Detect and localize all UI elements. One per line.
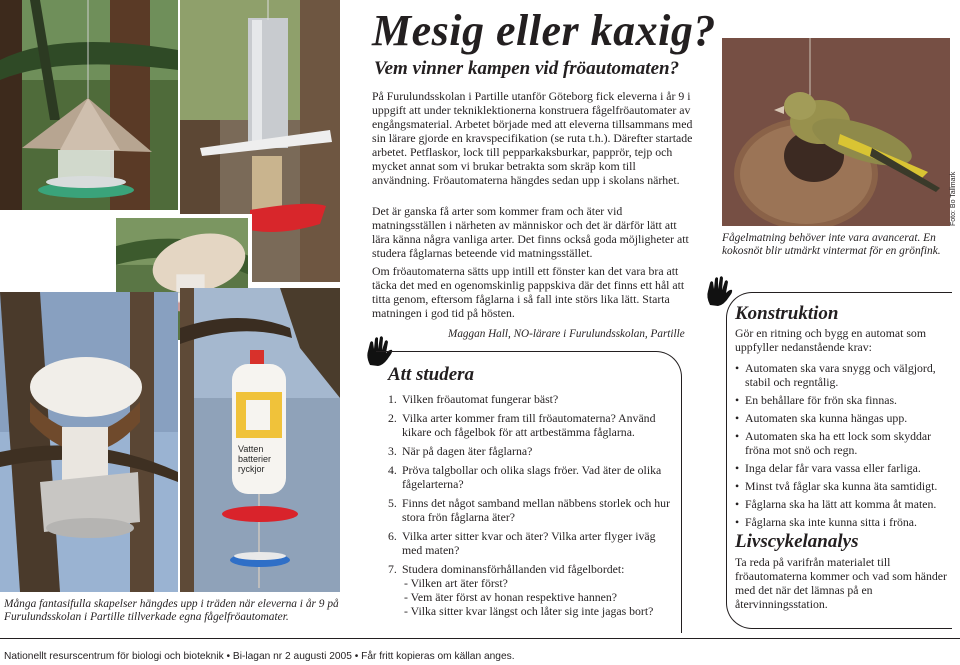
bottle-label-line1: Vatten <box>238 444 264 454</box>
construction-intro: Gör en ritning och bygg en automat som uppfyller nedanstående krav: <box>735 326 927 354</box>
study-item-1: 1. Vilken fröautomat fungerar bäst? <box>388 392 559 406</box>
footer-divider <box>0 638 960 639</box>
study-item-6: 6. Vilka arter sitter kvar och äter? Vilka arter flyger iväg med maten? <box>388 529 656 557</box>
construction-title: Konstruktion <box>735 303 839 324</box>
requirement-item: • Inga delar får vara vassa eller farliga. <box>735 461 953 475</box>
requirement-item: • Fåglarna ska ha lätt att komma åt maten. <box>735 497 953 511</box>
requirement-item: • Automaten ska vara snygg och välgjord, stabil och regntålig. <box>735 361 953 389</box>
requirement-item: • Minst två fåglar ska kunna äta samtidigt. <box>735 479 953 493</box>
study-item-7: 7. Studera dominansförhållanden vid fågelbordet: - Vilken art äter först? - Vem äter först av honan respektive hannen? - Vilka sitter kvar längst och låter sig inte jagas bort? <box>388 562 678 618</box>
construction-box <box>726 292 952 629</box>
bottle-label-line3: ryckjor <box>238 464 265 474</box>
photo-feeder-cone-roof <box>0 0 178 210</box>
study-sub-list <box>402 576 678 618</box>
left-photo-caption: Många fantasifulla skapelser hängdes upp i träden när eleverna i år 9 på Furulundsskolan i Partille tillverkade egna fågelfröautomater. <box>4 598 339 624</box>
study-sub-item: - Vem äter först av honan respektive hannen? <box>404 590 618 604</box>
requirement-item: • En behållare för frön ska finnas. <box>735 393 953 407</box>
lifecycle-text: Ta reda på varifrån materialet till fröautomaterna kommer och vad som händer med det när det lämnas på en återvinningsstation. <box>735 555 947 611</box>
photo-greenfinch-coconut <box>722 38 950 226</box>
requirement-item: • Automaten ska kunna hängas upp. <box>735 411 953 425</box>
study-box <box>376 351 682 633</box>
body-paragraph-2: Det är ganska få arter som kommer fram och äter vid matningsställen i närheten av människor och det är därför lätt att lära känna några vanliga arter. Det finns också goda möjligheter att studera fåglarnas beteende vid matningsstället. <box>372 204 689 260</box>
body-paragraph-1: På Furulundsskolan i Partille utanför Göteborg fick eleverna i år 9 i uppgift att under tekniklektionerna konstruera fågelfröautomater av engångsmaterial. Arbetet började med att eleverna tillsammans med sin lärare gjorde en kravspecifikation (se ruta t.h.). Därefter startade arbetet. Petflaskor, lock till pepparkaksburkar, papprör, tejp och mycket annat som vi brukar betrakta som skräp kom till användning. Fröautomaterna hängdes sedan upp i skolans närhet. <box>372 89 693 187</box>
right-photo-caption: Fågelmatning behöver inte vara avancerat. En kokosnöt blir utmärkt vintermat för en grönfink. <box>722 232 941 257</box>
bottle-label-line2: batterier <box>238 454 272 464</box>
page-title: Mesig eller kaxig? <box>372 6 716 55</box>
study-item-3: 3. När på dagen äter fåglarna? <box>388 444 533 458</box>
photo-feeder-cup <box>0 292 178 592</box>
study-item-5: 5. Finns det något samband mellan näbbens storlek och hur stora frön fåglarna äter? <box>388 496 670 524</box>
photo-credit: Foto: Bo Tallmark <box>950 171 957 226</box>
requirement-list <box>735 361 953 533</box>
hand-icon <box>704 275 734 307</box>
study-item-4: 4. Pröva talgbollar och olika slags fröer. Vad äter de olika fågelarterna? <box>388 463 662 491</box>
page-footer: Nationellt resurscentrum för biologi och bioteknik • Bi-lagan nr 2 augusti 2005 • Får fritt kopieras om källan anges. <box>4 651 515 662</box>
requirement-item: • Fåglarna ska inte kunna sitta i fröna. <box>735 515 953 529</box>
study-box-title: Att studera <box>388 364 475 385</box>
lifecycle-title: Livscykelanalys <box>735 531 859 552</box>
requirement-item: • Automaten ska ha ett lock som skyddar fröna mot snö och regn. <box>735 429 953 457</box>
author-byline: Maggan Hall, NO-lärare i Furulundsskolan, Partille <box>448 328 685 340</box>
study-question-list <box>388 392 678 623</box>
study-sub-item: - Vilken art äter först? <box>404 576 508 590</box>
page-subtitle: Vem vinner kampen vid fröautomaten? <box>374 58 680 79</box>
study-item-2: 2. Vilka arter kommer fram till fröautomaterna? Använd kikare och fågelbok för att artbestämma fåglarna. <box>388 411 656 439</box>
study-sub-item: - Vilka sitter kvar längst och låter sig inte jagas bort? <box>404 604 654 618</box>
photo-feeder-bottle <box>180 288 340 592</box>
body-paragraph-3: Om fröautomaterna sätts upp intill ett fönster kan det vara bra att täcka det med en ogenomskinlig pappskiva där det finns ett hål att titta genom, eftersom fåglarna i så fall inte störs lika lätt. Starta matningen i god tid på hösten. <box>372 264 685 320</box>
